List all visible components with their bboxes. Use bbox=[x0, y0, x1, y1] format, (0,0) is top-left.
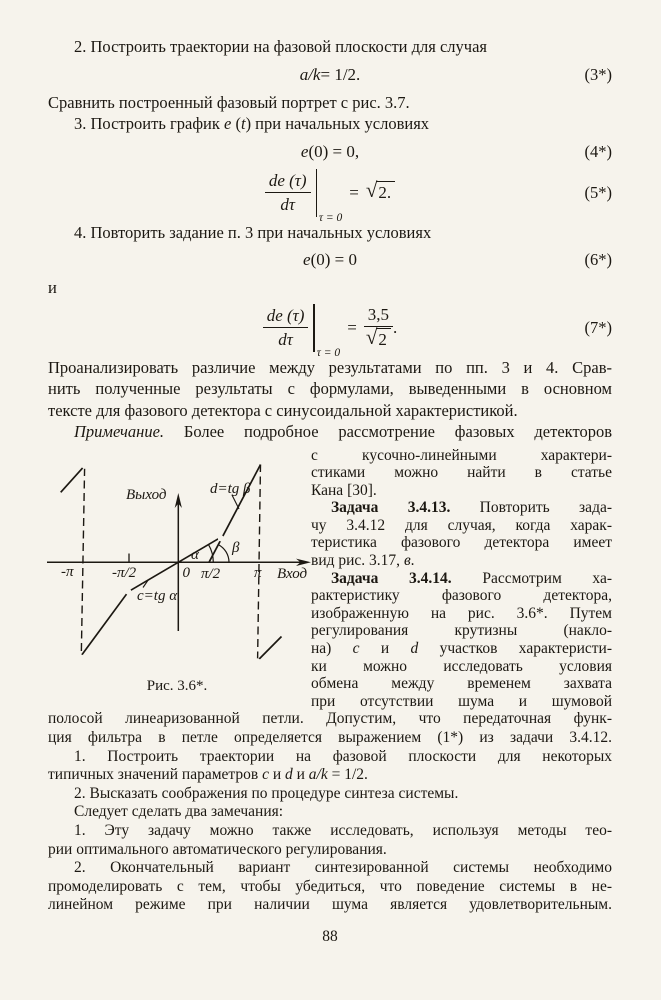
text-line: типичных значений параметров c и d и a/k = 1/2. bbox=[48, 766, 368, 784]
equation-5-body: $\frac{de (\tau)}{d\tau}$ τ = 0 = √ 2. bbox=[265, 169, 395, 217]
tick-label-minus-pi: -π bbox=[61, 563, 74, 580]
equation-5 bbox=[48, 169, 612, 224]
text-line: рактеристику фазового детектора, bbox=[311, 587, 612, 605]
text-line: вид рис. 3.17, в. bbox=[311, 552, 415, 570]
text-line: Сравнить построенный фазовый портрет с рис. 3.7. bbox=[48, 92, 410, 112]
y-axis-label: Выход bbox=[126, 486, 167, 503]
text-segment: t bbox=[240, 114, 246, 133]
text-line: стиками можно найти в статье bbox=[311, 464, 612, 482]
bottom-paragraphs bbox=[48, 710, 612, 915]
paragraph-step2 bbox=[48, 36, 612, 58]
figure-caption: Рис. 3.6*. bbox=[146, 677, 208, 694]
paragraph-compare bbox=[48, 92, 612, 135]
rhs-fraction: 3,5 √ 2 bbox=[364, 304, 393, 351]
text-segment: a/k bbox=[308, 766, 328, 784]
text-line: изображенную на рис. 3.6*. Путем bbox=[311, 604, 612, 622]
text-line: 3. Построить график e (t) при начальных условиях bbox=[74, 114, 430, 133]
text-line: чу 3.4.12 для случая, когда харак- bbox=[311, 516, 612, 534]
angle-beta-label: β bbox=[232, 539, 240, 556]
text-segment: Задача 3.4.14. bbox=[331, 569, 452, 587]
text-line: Следует сделать два замечания: bbox=[74, 803, 284, 821]
text-segment: e bbox=[224, 114, 232, 133]
text-segment: c bbox=[352, 640, 360, 658]
text-segment: (0) = 0, bbox=[308, 141, 360, 161]
text-line: Кана [30]. bbox=[311, 481, 377, 499]
figure-3-6 bbox=[48, 447, 311, 711]
text-line: 4. Повторить задание п. 3 при начальных условиях bbox=[74, 222, 432, 242]
sqrt-radical: √ 2 bbox=[366, 328, 391, 350]
text-segment: e bbox=[300, 141, 309, 161]
equation-6-body bbox=[303, 250, 357, 270]
evaluation-condition: τ = 0 bbox=[316, 346, 341, 359]
text-line: 1. Построить траектории на фазовой плоскости для некоторых bbox=[74, 747, 612, 765]
tick-label-zero: 0 bbox=[182, 564, 190, 581]
text-segment: в bbox=[403, 552, 411, 570]
text-line: 2. Построить траектории на фазовой плоскости для случая bbox=[74, 37, 487, 56]
evaluated-at-bar bbox=[313, 304, 314, 352]
dashed-line-minus-pi bbox=[81, 468, 84, 655]
text-line: при отсутствии шума и шумовой bbox=[311, 692, 612, 710]
text-line: Примечание. Более подробное рассмотрение фазовых детекторов bbox=[74, 422, 612, 441]
text-segment: Примечание. bbox=[74, 422, 165, 441]
equation-6 bbox=[48, 250, 612, 270]
text-line: 2. Высказать соображения по процедуре синтеза системы. bbox=[74, 784, 459, 802]
sqrt-radical: √ 2. bbox=[366, 181, 395, 203]
paragraph-analyze bbox=[48, 357, 612, 443]
text-line: тексте для фазового детектора с синусоидальной характеристикой. bbox=[48, 400, 518, 420]
equation-5-number: (5*) bbox=[584, 182, 612, 202]
x-axis-label: Вход bbox=[277, 565, 308, 582]
text-segment: c bbox=[262, 766, 269, 784]
leader-d-label bbox=[232, 495, 239, 509]
text-segment: = 1/2. bbox=[320, 64, 361, 84]
tick-label-minus-pi-2: -π/2 bbox=[112, 564, 137, 581]
text-line: 2. Окончательный вариант синтезированной системы необходимо bbox=[74, 859, 612, 877]
text-line: Проанализировать различие между результатами по пп. 3 и 4. Срав- bbox=[48, 357, 612, 377]
text-line: Задача 3.4.13. Повторить зада- bbox=[331, 499, 612, 517]
text-line: и bbox=[48, 278, 57, 297]
text-segment: d bbox=[285, 766, 293, 784]
angle-beta-arc bbox=[218, 544, 229, 562]
derivative-fraction: $\frac{de (\tau)}{d\tau}$ bbox=[263, 305, 309, 351]
slope-d-label: d=tg β bbox=[210, 480, 251, 497]
equation-7-body: $\frac{de (\tau)}{d\tau}$ τ = 0 = 3,5 √ 2 . bbox=[263, 304, 398, 352]
tick-label-pi-2: π/2 bbox=[201, 565, 221, 582]
dashed-line-pi bbox=[258, 464, 261, 659]
figure-and-text-row bbox=[48, 447, 612, 711]
text-segment: Задача 3.4.13. bbox=[331, 499, 451, 517]
evaluation-condition: τ = 0 bbox=[318, 211, 343, 224]
text-segment: (0) = 0 bbox=[310, 250, 357, 269]
slope-c-label: c=tg α bbox=[137, 587, 178, 604]
equation-3-body bbox=[300, 65, 361, 85]
equation-6-number: (6*) bbox=[584, 250, 612, 269]
text-line: нить полученные результаты с формулами, выведенными в основном bbox=[48, 379, 612, 398]
angle-alpha-label: α bbox=[191, 546, 199, 563]
right-text-column bbox=[311, 447, 612, 711]
text-line: промоделировать с тем, чтобы убедиться, что поведение системы в не- bbox=[48, 877, 612, 895]
text-line: обмена между временем захвата bbox=[311, 675, 612, 693]
text-segment: a/k bbox=[299, 64, 321, 84]
conjunction-line bbox=[48, 277, 612, 299]
text-line: с кусочно-линейными характери- bbox=[311, 446, 612, 464]
text-segment: e bbox=[303, 250, 311, 269]
equation-3-number: (3*) bbox=[584, 64, 612, 84]
text-line: ция фильтра в петле определяется выражением (1*) из задачи 3.4.12. bbox=[48, 729, 612, 746]
equation-4-body bbox=[301, 142, 359, 162]
text-line: линейном режиме при наличии шума является удовлетворительным. bbox=[48, 896, 612, 914]
equation-3 bbox=[48, 65, 612, 85]
page-number: 88 bbox=[322, 927, 338, 945]
equation-7-number: (7*) bbox=[584, 317, 612, 337]
equation-7 bbox=[48, 304, 612, 359]
text-line: на) c и d участков характеристи- bbox=[311, 640, 612, 658]
equation-4 bbox=[48, 142, 612, 162]
text-line: 1. Эту задачу можно также исследовать, используя методы тео- bbox=[74, 821, 612, 839]
equation-4-number: (4*) bbox=[584, 141, 612, 161]
text-line: рии оптимального автоматического регулирования. bbox=[48, 840, 387, 858]
derivative-fraction: $\frac{de (\tau)}{d\tau}$ bbox=[265, 170, 311, 216]
text-line: регулирования крутизны (накло- bbox=[311, 622, 612, 640]
text-line: теристика фазового детектора имеет bbox=[311, 534, 612, 552]
text-line: Задача 3.4.14. Рассмотрим ха- bbox=[331, 569, 612, 587]
phase-detector-characteristic-plot bbox=[44, 449, 311, 697]
paragraph-step4 bbox=[48, 222, 612, 244]
tick-label-pi: π bbox=[254, 564, 262, 581]
text-line: полосой линеаризованной петли. Допустим, что передаточная функ- bbox=[48, 710, 612, 728]
text-segment: d bbox=[410, 640, 419, 658]
evaluated-at-bar bbox=[316, 169, 317, 217]
text-line: ки можно исследовать условия bbox=[311, 657, 612, 675]
